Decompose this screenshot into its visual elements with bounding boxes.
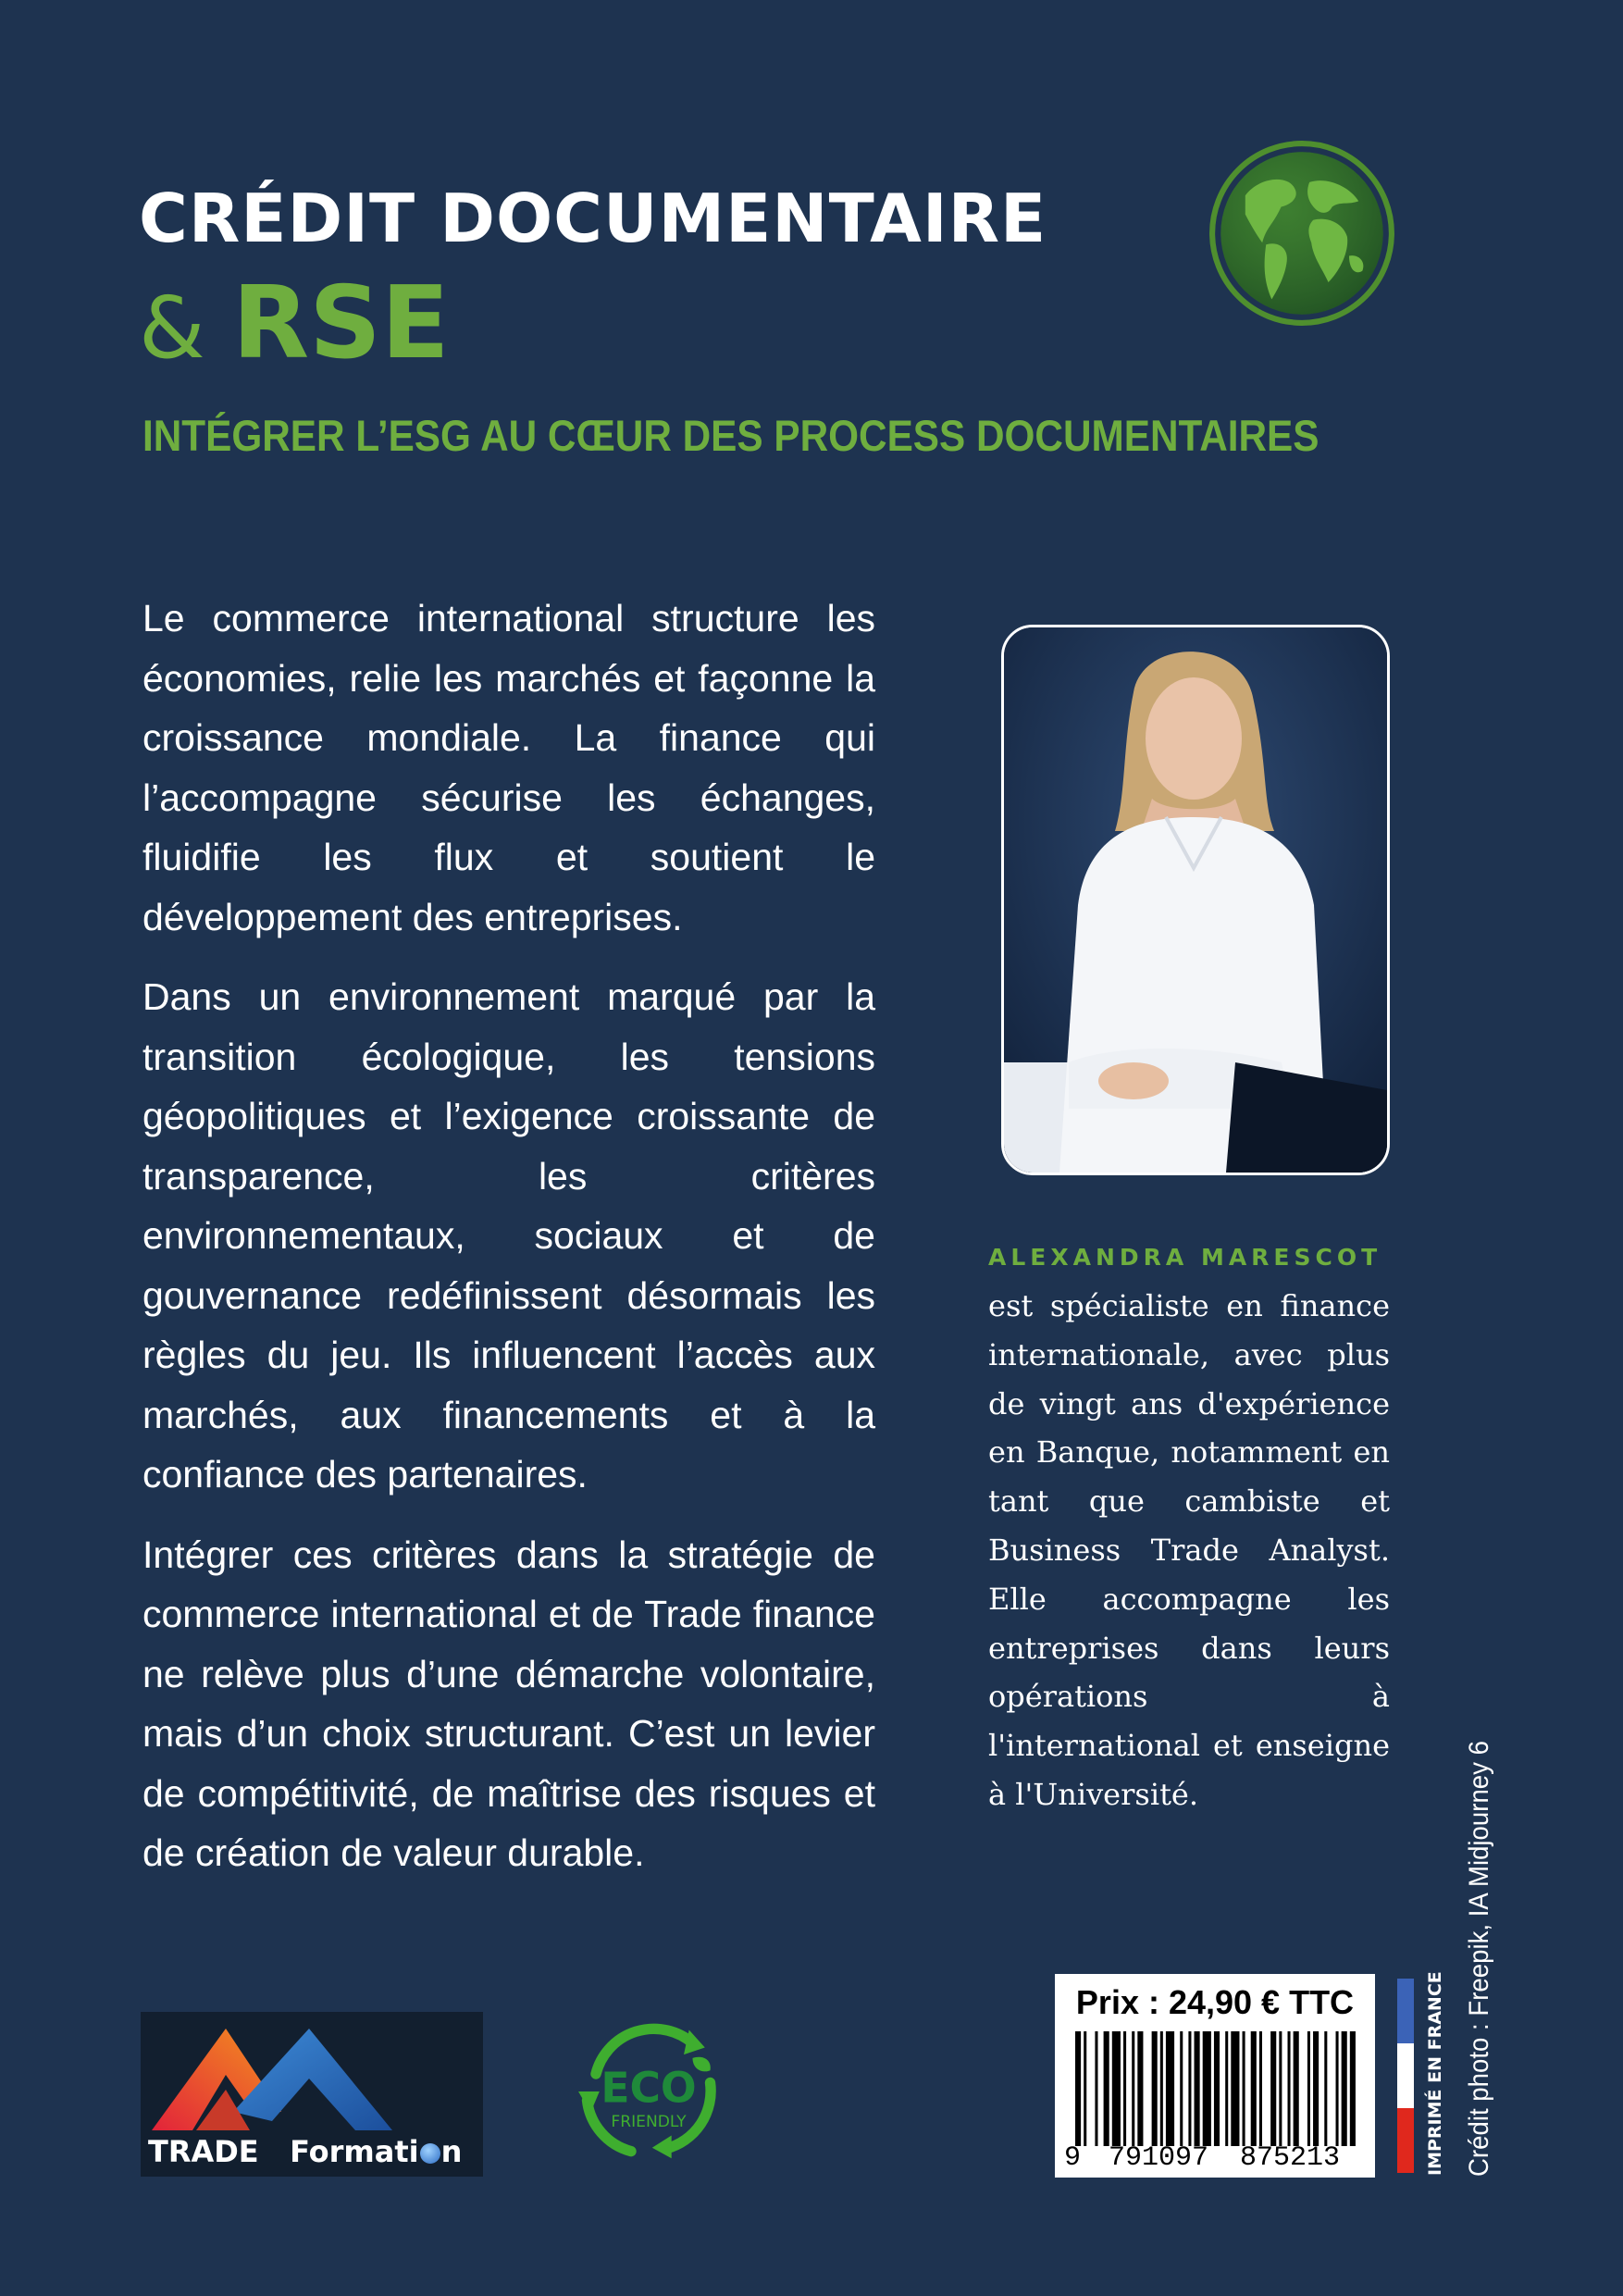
trade-word: TRADE (148, 2134, 259, 2169)
eco-text: ECO (601, 2063, 697, 2113)
flag-red-band (1397, 2108, 1414, 2173)
printed-in-france-label: IMPRIMÉ EN FRANCE (1425, 1971, 1445, 2176)
blurb-paragraph-1: Le commerce international structure les économies, relie les marchés et façonne la croissance mondiale. La finance qui l’accompagne sécurise les échanges, fluidifie les flux et soutient le développement des entreprises. (142, 597, 875, 938)
isbn-digit-group-1: 9 (1064, 2142, 1082, 2174)
flag-white-band (1397, 2043, 1414, 2108)
blurb-paragraph-2: Dans un environnement marqué par la transition écologique, les tensions géopolitiques et l’exigence croissante de transparence, les critères environnementaux, sociaux et de gouvernance redéfinissent désormais les règles du jeu. Ils influencent l’accès aux marchés, aux financements et à la confiance des partenaires. (142, 975, 875, 1496)
author-name: ALEXANDRA MARESCOT (988, 1244, 1382, 1271)
price-label: Prix : 24,90 € TTC (1075, 1983, 1355, 2021)
isbn-digit-group-2: 791097 (1109, 2142, 1209, 2174)
barcode-icon (1075, 2031, 1358, 2146)
isbn-digit-group-3: 875213 (1240, 2142, 1341, 2174)
globe-icon (1208, 139, 1396, 328)
friendly-text: FRIENDLY (611, 2113, 687, 2131)
photo-credit-label: Crédit photo : Freepik, IA Midjourney 6 (1464, 1741, 1494, 2177)
small-globe-icon (420, 2143, 440, 2164)
author-photo (1001, 625, 1390, 1175)
back-cover-blurb (142, 589, 875, 1904)
trade-formation-logo (141, 2012, 483, 2177)
title-line1: CRÉDIT DOCUMENTAIRE (139, 180, 1047, 257)
formation-word: Formati (290, 2134, 419, 2169)
eco-friendly-recycle-icon (561, 2004, 737, 2179)
flag-blue-band (1397, 1979, 1414, 2043)
title-rse: RSE (231, 266, 450, 381)
blurb-paragraph-3: Intégrer ces critères dans la stratégie de commerce international et de Trade finance ne relève plus d’une démarche volontaire, mais d’un choix structurant. C’est un levier de compétitivité, de maîtrise des risques et de création de valeur durable. (142, 1533, 875, 1874)
french-flag-icon (1397, 1979, 1414, 2173)
trade-formation-label (148, 2134, 462, 2169)
title-ampersand: & (139, 279, 232, 378)
title-line2 (139, 266, 450, 381)
subtitle: INTÉGRER L’ESG AU CŒUR DES PROCESS DOCUMENTAIRES (142, 411, 1319, 460)
formation-word-end: n (440, 2134, 463, 2169)
barcode-box (1055, 1974, 1375, 2178)
author-bio: est spécialiste en finance internationale, avec plus de vingt ans d'expérience en Banque, notamment en tant que cambiste et Business Trade Analyst. Elle accompagne les entreprises dans leurs opérations à l'international et enseigne à l'Université. (988, 1288, 1390, 1812)
